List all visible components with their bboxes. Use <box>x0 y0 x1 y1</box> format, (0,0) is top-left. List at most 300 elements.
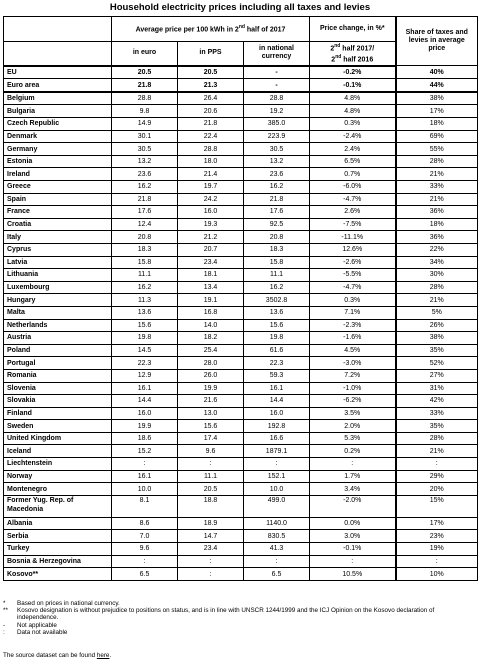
change-cell: -6.0% <box>310 181 396 194</box>
source-end: . <box>109 652 112 659</box>
change-cell: 7.2% <box>310 369 396 382</box>
share-cell: 55% <box>396 143 478 156</box>
change-cell: 0.3% <box>310 294 396 307</box>
pps-cell: 26.4 <box>178 92 244 105</box>
national-cell: 10.0 <box>244 483 310 496</box>
table-row <box>4 155 478 168</box>
change-cell: 4.8% <box>310 92 396 105</box>
national-cell: 11.1 <box>244 269 310 282</box>
share-cell: 17% <box>396 517 478 530</box>
pps-cell: 11.1 <box>178 470 244 483</box>
pps-cell: : <box>178 568 244 581</box>
table-row <box>4 332 478 345</box>
footnote-mark: : <box>3 628 5 636</box>
national-cell: : <box>244 555 310 568</box>
pps-cell: 16.8 <box>178 306 244 319</box>
euro-cell: 28.8 <box>112 92 178 105</box>
euro-cell: 9.8 <box>112 105 178 118</box>
change-cell: 0.2% <box>310 445 396 458</box>
pps-cell: 21.8 <box>178 118 244 131</box>
euro-cell: 10.0 <box>112 483 178 496</box>
national-cell: 223.9 <box>244 130 310 143</box>
table-row <box>4 306 478 319</box>
share-cell: 23% <box>396 530 478 543</box>
footnote-mark: - <box>3 621 6 629</box>
footnote-mark: ** <box>3 607 8 615</box>
change-cell: 12.6% <box>310 243 396 256</box>
change-cell: -2.6% <box>310 256 396 269</box>
pps-cell: 19.7 <box>178 181 244 194</box>
table-title: Household electricity prices including all taxes and levies <box>109 2 371 13</box>
footnote-text: Not applicable <box>17 621 57 629</box>
share-cell: 30% <box>396 269 478 282</box>
share-cell: 17% <box>396 105 478 118</box>
euro-cell: 16.2 <box>112 181 178 194</box>
national-cell: 92.5 <box>244 218 310 231</box>
share-cell: 42% <box>396 395 478 408</box>
national-cell: 23.6 <box>244 168 310 181</box>
country-cell: Hungary <box>4 294 112 307</box>
pps-cell: 20.6 <box>178 105 244 118</box>
national-cell: 17.6 <box>244 206 310 219</box>
pps-cell: : <box>178 458 244 471</box>
country-cell: Czech Republic <box>4 118 112 131</box>
national-cell: 16.2 <box>244 181 310 194</box>
header-change-period: 2nd half 2017/ 2nd half 2016 <box>310 42 396 66</box>
share-cell: 15% <box>396 495 478 517</box>
national-cell: 16.2 <box>244 281 310 294</box>
country-cell: Ireland <box>4 168 112 181</box>
table-row <box>4 181 478 194</box>
euro-cell: : <box>112 555 178 568</box>
footnote <box>3 629 477 636</box>
national-cell: 1140.0 <box>244 517 310 530</box>
national-cell: 14.4 <box>244 395 310 408</box>
euro-cell: 16.1 <box>112 470 178 483</box>
table-row <box>4 118 478 131</box>
table-row <box>4 168 478 181</box>
country-cell: Estonia <box>4 155 112 168</box>
pps-cell: 24.2 <box>178 193 244 206</box>
header-empty <box>4 17 112 42</box>
table-row <box>4 218 478 231</box>
share-cell: 33% <box>396 407 478 420</box>
share-cell: 27% <box>396 369 478 382</box>
change-cell: 3.0% <box>310 530 396 543</box>
share-cell: 31% <box>396 382 478 395</box>
share-cell: 18% <box>396 218 478 231</box>
national-cell: 16.0 <box>244 407 310 420</box>
share-cell: 40% <box>396 66 478 79</box>
national-cell: 28.8 <box>244 92 310 105</box>
header-avg-price: Average price per 100 kWh in 2nd half of 2017 <box>112 17 310 42</box>
country-cell: Albania <box>4 517 112 530</box>
country-cell: Iceland <box>4 445 112 458</box>
pps-cell: 9.6 <box>178 445 244 458</box>
pps-cell: 18.8 <box>178 495 244 517</box>
country-cell: Greece <box>4 181 112 194</box>
electricity-prices-table <box>3 16 478 581</box>
country-cell: Slovakia <box>4 395 112 408</box>
table-row <box>4 357 478 370</box>
national-cell: 192.8 <box>244 420 310 433</box>
euro-cell: 19.8 <box>112 332 178 345</box>
national-cell: 30.5 <box>244 143 310 156</box>
change-cell: -11.1% <box>310 231 396 244</box>
table-row <box>4 294 478 307</box>
country-cell: Romania <box>4 369 112 382</box>
country-cell: Montenegro <box>4 483 112 496</box>
country-cell: Poland <box>4 344 112 357</box>
country-cell: Turkey <box>4 543 112 556</box>
share-cell: 28% <box>396 155 478 168</box>
euro-cell: 12.4 <box>112 218 178 231</box>
change-cell: -1.0% <box>310 382 396 395</box>
table-row <box>4 495 478 517</box>
change-cell: 7.1% <box>310 306 396 319</box>
share-cell: 28% <box>396 281 478 294</box>
pps-cell: 18.0 <box>178 155 244 168</box>
share-cell: 44% <box>396 79 478 92</box>
pps-cell: 17.4 <box>178 432 244 445</box>
table-row <box>4 517 478 530</box>
pps-cell: 21.6 <box>178 395 244 408</box>
table-row <box>4 555 478 568</box>
national-cell: 385.0 <box>244 118 310 131</box>
change-cell: -4.7% <box>310 281 396 294</box>
euro-cell: 20.5 <box>112 66 178 79</box>
country-cell: Norway <box>4 470 112 483</box>
country-cell: Serbia <box>4 530 112 543</box>
country-cell: Netherlands <box>4 319 112 332</box>
table-row <box>4 395 478 408</box>
change-cell: 3.4% <box>310 483 396 496</box>
table-row <box>4 193 478 206</box>
euro-cell: : <box>112 458 178 471</box>
share-cell: : <box>396 555 478 568</box>
table-row <box>4 319 478 332</box>
share-cell: 21% <box>396 445 478 458</box>
table-row <box>4 66 478 79</box>
change-cell: -0.1% <box>310 79 396 92</box>
euro-cell: 23.6 <box>112 168 178 181</box>
euro-cell: 11.1 <box>112 269 178 282</box>
change-cell: 1.7% <box>310 470 396 483</box>
share-cell: 35% <box>396 344 478 357</box>
pps-cell: 21.2 <box>178 231 244 244</box>
change-cell: 0.7% <box>310 168 396 181</box>
euro-cell: 15.2 <box>112 445 178 458</box>
change-cell: 0.0% <box>310 517 396 530</box>
table-row <box>4 92 478 105</box>
change-cell: 4.8% <box>310 105 396 118</box>
euro-cell: 13.6 <box>112 306 178 319</box>
change-cell: -2.3% <box>310 319 396 332</box>
share-cell: 38% <box>396 332 478 345</box>
header-pps: in PPS <box>178 42 244 66</box>
pps-cell: 26.0 <box>178 369 244 382</box>
pps-cell: 13.4 <box>178 281 244 294</box>
table-row <box>4 243 478 256</box>
national-cell: 16.1 <box>244 382 310 395</box>
share-cell: 38% <box>396 92 478 105</box>
pps-cell: 23.4 <box>178 543 244 556</box>
euro-cell: 13.2 <box>112 155 178 168</box>
national-cell: 19.2 <box>244 105 310 118</box>
share-cell: 29% <box>396 470 478 483</box>
euro-cell: 14.5 <box>112 344 178 357</box>
country-cell: Croatia <box>4 218 112 231</box>
national-cell: - <box>244 79 310 92</box>
share-cell: 5% <box>396 306 478 319</box>
footnote <box>3 607 477 621</box>
table-row <box>4 206 478 219</box>
header-empty-2 <box>4 42 112 66</box>
country-cell: Liechtenstein <box>4 458 112 471</box>
national-cell: 152.1 <box>244 470 310 483</box>
pps-cell: 25.4 <box>178 344 244 357</box>
euro-cell: 7.0 <box>112 530 178 543</box>
national-cell: 830.5 <box>244 530 310 543</box>
table-row <box>4 79 478 92</box>
country-cell: Bosnia & Herzegovina <box>4 555 112 568</box>
table-row <box>4 269 478 282</box>
source-link[interactable]: here <box>96 652 110 659</box>
euro-cell: 8.6 <box>112 517 178 530</box>
euro-cell: 18.6 <box>112 432 178 445</box>
euro-cell: 11.3 <box>112 294 178 307</box>
change-cell: 2.4% <box>310 143 396 156</box>
national-cell: 59.3 <box>244 369 310 382</box>
share-cell: 20% <box>396 483 478 496</box>
footnotes <box>3 600 477 636</box>
pps-cell: 20.5 <box>178 66 244 79</box>
country-cell: Finland <box>4 407 112 420</box>
header-national: in national currency <box>244 42 310 66</box>
pps-cell: : <box>178 555 244 568</box>
table-row <box>4 432 478 445</box>
source-text: The source dataset can be found <box>3 652 97 659</box>
national-cell: 499.0 <box>244 495 310 517</box>
country-cell: Bulgaria <box>4 105 112 118</box>
share-cell: : <box>396 458 478 471</box>
euro-cell: 15.6 <box>112 319 178 332</box>
country-cell: Cyprus <box>4 243 112 256</box>
change-cell: -2.0% <box>310 495 396 517</box>
country-cell: Italy <box>4 231 112 244</box>
national-cell: 1879.1 <box>244 445 310 458</box>
pps-cell: 18.1 <box>178 269 244 282</box>
pps-cell: 20.7 <box>178 243 244 256</box>
table-row <box>4 407 478 420</box>
footnote-text: Kosovo designation is without prejudice to positions on status, and is in line with UNSCR 1244/1999 and the ICJ Opinion on the Kosovo declaration of independence. <box>17 607 435 622</box>
country-cell: Portugal <box>4 357 112 370</box>
share-cell: 35% <box>396 420 478 433</box>
national-cell: 16.6 <box>244 432 310 445</box>
change-cell: 0.3% <box>310 118 396 131</box>
pps-cell: 28.0 <box>178 357 244 370</box>
country-cell: Former Yug. Rep. of Macedonia <box>4 495 112 517</box>
national-cell: 61.6 <box>244 344 310 357</box>
footnote <box>3 600 477 607</box>
country-cell: Malta <box>4 306 112 319</box>
pps-cell: 21.4 <box>178 168 244 181</box>
header-euro: in euro <box>112 42 178 66</box>
euro-cell: 16.1 <box>112 382 178 395</box>
country-cell: Euro area <box>4 79 112 92</box>
country-cell: Belgium <box>4 92 112 105</box>
change-cell: 2.0% <box>310 420 396 433</box>
national-cell: - <box>244 66 310 79</box>
country-cell: Sweden <box>4 420 112 433</box>
change-cell: 10.5% <box>310 568 396 581</box>
national-cell: 18.3 <box>244 243 310 256</box>
euro-cell: 14.9 <box>112 118 178 131</box>
euro-cell: 6.5 <box>112 568 178 581</box>
country-cell: Germany <box>4 143 112 156</box>
pps-cell: 13.0 <box>178 407 244 420</box>
pps-cell: 18.9 <box>178 517 244 530</box>
table-row <box>4 130 478 143</box>
national-cell: 15.8 <box>244 256 310 269</box>
table-row <box>4 231 478 244</box>
table-row <box>4 530 478 543</box>
share-cell: 26% <box>396 319 478 332</box>
euro-cell: 19.9 <box>112 420 178 433</box>
country-cell: Luxembourg <box>4 281 112 294</box>
change-cell: -6.2% <box>310 395 396 408</box>
country-cell: Kosovo** <box>4 568 112 581</box>
country-cell: Denmark <box>4 130 112 143</box>
national-cell: 21.8 <box>244 193 310 206</box>
share-cell: 18% <box>396 118 478 131</box>
change-cell: -1.6% <box>310 332 396 345</box>
share-cell: 36% <box>396 206 478 219</box>
share-cell: 69% <box>396 130 478 143</box>
header-row-1 <box>4 17 478 42</box>
pps-cell: 14.7 <box>178 530 244 543</box>
footnote-mark: * <box>3 600 6 607</box>
footnote <box>3 622 477 629</box>
euro-cell: 21.8 <box>112 79 178 92</box>
national-cell: 15.6 <box>244 319 310 332</box>
euro-cell: 21.8 <box>112 193 178 206</box>
euro-cell: 22.3 <box>112 357 178 370</box>
share-cell: 36% <box>396 231 478 244</box>
country-cell: Latvia <box>4 256 112 269</box>
table-row <box>4 344 478 357</box>
euro-cell: 9.6 <box>112 543 178 556</box>
share-cell: 21% <box>396 294 478 307</box>
pps-cell: 22.4 <box>178 130 244 143</box>
share-cell: 21% <box>396 193 478 206</box>
national-cell: : <box>244 458 310 471</box>
change-cell: 4.5% <box>310 344 396 357</box>
change-cell: 3.5% <box>310 407 396 420</box>
national-cell: 13.6 <box>244 306 310 319</box>
pps-cell: 16.0 <box>178 206 244 219</box>
euro-cell: 30.5 <box>112 143 178 156</box>
change-cell: -3.0% <box>310 357 396 370</box>
euro-cell: 8.1 <box>112 495 178 517</box>
change-cell: -4.7% <box>310 193 396 206</box>
table-row <box>4 369 478 382</box>
euro-cell: 16.0 <box>112 407 178 420</box>
national-cell: 22.3 <box>244 357 310 370</box>
table-row <box>4 568 478 581</box>
table-row <box>4 543 478 556</box>
country-cell: Slovenia <box>4 382 112 395</box>
country-cell: United Kingdom <box>4 432 112 445</box>
change-cell: -2.4% <box>310 130 396 143</box>
national-cell: 13.2 <box>244 155 310 168</box>
change-cell: -0.1% <box>310 543 396 556</box>
change-cell: : <box>310 555 396 568</box>
change-cell: -0.2% <box>310 66 396 79</box>
pps-cell: 21.3 <box>178 79 244 92</box>
euro-cell: 16.2 <box>112 281 178 294</box>
change-cell: : <box>310 458 396 471</box>
country-cell: Austria <box>4 332 112 345</box>
table-row <box>4 382 478 395</box>
share-cell: 19% <box>396 543 478 556</box>
country-cell: Spain <box>4 193 112 206</box>
footnote-text: Data not available <box>17 628 68 636</box>
pps-cell: 20.5 <box>178 483 244 496</box>
country-cell: Lithuania <box>4 269 112 282</box>
change-cell: -5.5% <box>310 269 396 282</box>
country-cell: EU <box>4 66 112 79</box>
pps-cell: 19.1 <box>178 294 244 307</box>
source-note <box>3 652 477 659</box>
euro-cell: 17.6 <box>112 206 178 219</box>
share-cell: 10% <box>396 568 478 581</box>
table-row <box>4 483 478 496</box>
share-cell: 34% <box>396 256 478 269</box>
pps-cell: 15.6 <box>178 420 244 433</box>
national-cell: 6.5 <box>244 568 310 581</box>
country-cell: France <box>4 206 112 219</box>
euro-cell: 30.1 <box>112 130 178 143</box>
share-cell: 52% <box>396 357 478 370</box>
change-cell: 5.3% <box>310 432 396 445</box>
share-cell: 22% <box>396 243 478 256</box>
national-cell: 19.8 <box>244 332 310 345</box>
national-cell: 20.8 <box>244 231 310 244</box>
header-price-change: Price change, in %* <box>310 17 396 42</box>
national-cell: 3502.8 <box>244 294 310 307</box>
pps-cell: 19.3 <box>178 218 244 231</box>
footnote-text: Based on prices in national currency. <box>17 600 120 607</box>
table-row <box>4 470 478 483</box>
share-cell: 33% <box>396 181 478 194</box>
change-cell: 2.6% <box>310 206 396 219</box>
euro-cell: 12.9 <box>112 369 178 382</box>
table-row <box>4 281 478 294</box>
euro-cell: 20.8 <box>112 231 178 244</box>
pps-cell: 28.8 <box>178 143 244 156</box>
share-cell: 21% <box>396 168 478 181</box>
table-row <box>4 143 478 156</box>
table-row <box>4 420 478 433</box>
table-row <box>4 445 478 458</box>
euro-cell: 15.8 <box>112 256 178 269</box>
change-cell: -7.5% <box>310 218 396 231</box>
header-share: Share of taxes and levies in average price <box>396 17 478 66</box>
table-row <box>4 256 478 269</box>
euro-cell: 18.3 <box>112 243 178 256</box>
pps-cell: 14.0 <box>178 319 244 332</box>
